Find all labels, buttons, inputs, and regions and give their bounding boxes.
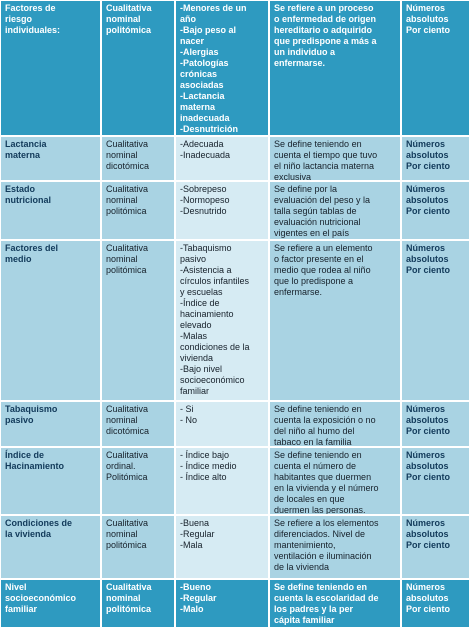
cell-line: el niño lactancia materna (274, 161, 375, 171)
cell-line: -Desnutrido (180, 206, 227, 216)
cell-line: -Menores de un (180, 3, 247, 13)
cell-line: familiar (5, 604, 38, 614)
cell-line: pasivo (5, 415, 34, 425)
variable-cell (1, 580, 100, 627)
cell-line: nominal (106, 529, 138, 539)
cell-line: -Asistencia a (180, 265, 232, 275)
cell-line: cuenta la escolaridad de (274, 593, 379, 603)
cell-line: y escuelas (180, 287, 223, 297)
cell-line: -Desnutrición (180, 124, 239, 134)
cell-line: absolutos (406, 415, 449, 425)
cell-line: inadecuada (180, 113, 230, 123)
cell-line: dicotómica (106, 161, 150, 171)
cell-line: Se refiere a los elementos (274, 518, 379, 528)
cell-line: Cualitativa (106, 450, 149, 460)
cell-line: -Índice de (180, 298, 220, 308)
cell-line: Números (406, 3, 446, 13)
cell-line: medio (5, 254, 32, 264)
cell-line: Factores de (5, 3, 56, 13)
cell-line: materna (5, 150, 41, 160)
cell-line: que predispone a más a (274, 36, 377, 46)
cell-line: Cualitativa (106, 404, 149, 414)
cell-line: evaluación nutricional (274, 217, 361, 227)
cell-line: -Bueno (180, 582, 211, 592)
cell-line: duermen las personas. (274, 505, 366, 514)
cell-line: -Malas (180, 331, 208, 341)
cell-line: Por ciento (406, 265, 451, 275)
cell-line: politómica (106, 25, 152, 35)
cell-line: nominal (106, 195, 138, 205)
cell-line: Cualitativa (106, 184, 149, 194)
cell-line: cuenta el número de (274, 461, 357, 471)
cell-line: - No (180, 415, 198, 425)
cell-line: familiar (180, 386, 210, 396)
cell-line: -Lactancia (180, 91, 225, 101)
cell-line: - Índice bajo (180, 450, 230, 460)
type-cell (102, 402, 174, 446)
cell-line: Hacinamiento (5, 461, 65, 471)
variable-cell (1, 241, 100, 400)
cell-line: habitantes que duermen (274, 472, 372, 482)
description-cell (270, 448, 400, 514)
variable-cell (1, 448, 100, 514)
cell-line: o factor presente en el (274, 254, 364, 264)
cell-line: Por ciento (406, 206, 451, 216)
indicator-cell (402, 580, 469, 627)
cell-line: Por ciento (406, 472, 451, 482)
cell-line: elevado (180, 320, 212, 330)
cell-line: hereditario o adquirido (274, 25, 373, 35)
cell-line: Cualitativa (106, 518, 149, 528)
cell-line: Se define teniendo en (274, 404, 362, 414)
cell-line: vivienda (180, 353, 214, 363)
cell-line: Por ciento (406, 540, 451, 550)
cell-line: Números (406, 518, 446, 528)
cell-line: -Buena (180, 518, 210, 528)
cell-line: año (180, 14, 197, 24)
cell-line: Se define teniendo en (274, 450, 362, 460)
cell-line: vigentes en el país (274, 228, 350, 238)
cell-line: -Patologías (180, 58, 229, 68)
cell-line: ventilación e iluminación (274, 551, 372, 561)
cell-line: Números (406, 450, 446, 460)
cell-line: de la vivienda (274, 562, 330, 572)
cell-line: socioeconómico (180, 375, 245, 385)
indicator-cell (402, 182, 469, 239)
cell-line: cápita familiar (274, 615, 335, 625)
cell-line: cuenta el tiempo que tuvo (274, 150, 378, 160)
cell-line: absolutos (406, 461, 449, 471)
cell-line: Factores del (5, 243, 59, 253)
description-cell (270, 241, 400, 400)
cell-line: Números (406, 139, 446, 149)
cell-line: -Regular (180, 529, 215, 539)
cell-line: absolutos (406, 14, 449, 24)
cell-line: Cualitativa (106, 3, 152, 13)
cell-line: enfermarse. (274, 58, 326, 68)
cell-line: Cualitativa (106, 582, 152, 592)
cell-line: Por ciento (406, 426, 451, 436)
cell-line: socioeconómico (5, 593, 77, 603)
cell-line: absolutos (406, 254, 449, 264)
cell-line: nacer (180, 36, 205, 46)
description-cell (270, 580, 400, 627)
cell-line: -Bajo nivel (180, 364, 223, 374)
cell-line: los padres y la per (274, 604, 354, 614)
description-cell (270, 137, 400, 180)
scale-cell (176, 1, 268, 135)
cell-line: Se refiere a un proceso (274, 3, 374, 13)
cell-line: -Inadecuada (180, 150, 231, 160)
cell-line: talla según tablas de (274, 206, 357, 216)
cell-line: Números (406, 243, 446, 253)
cell-line: diferenciados. Nivel de (274, 529, 366, 539)
description-cell (270, 402, 400, 446)
type-cell (102, 1, 174, 135)
cell-line: asociadas (180, 80, 224, 90)
cell-line: Por ciento (406, 161, 451, 171)
cell-line: nominal (106, 254, 138, 264)
scale-cell (176, 241, 268, 400)
cell-line: dicotómica (106, 426, 150, 436)
cell-line: - Si (180, 404, 194, 414)
cell-line: absolutos (406, 529, 449, 539)
cell-line: Lactancia (5, 139, 47, 149)
indicator-cell (402, 402, 469, 446)
cell-line: nominal (106, 14, 141, 24)
scale-cell (176, 448, 268, 514)
cell-line: Por ciento (406, 25, 451, 35)
description-cell (270, 1, 400, 135)
type-cell (102, 182, 174, 239)
cell-line: Cualitativa (106, 243, 149, 253)
type-cell (102, 448, 174, 514)
cell-line: Estado (5, 184, 36, 194)
description-cell (270, 182, 400, 239)
cell-line: nominal (106, 415, 138, 425)
cell-line: Se define teniendo en (274, 139, 362, 149)
cell-line: la vivienda (5, 529, 52, 539)
cell-line: nominal (106, 150, 138, 160)
type-cell (102, 580, 174, 627)
cell-line: Politómica (106, 472, 148, 482)
cell-line: -Sobrepeso (180, 184, 227, 194)
cell-line: un individuo a (274, 47, 335, 57)
cell-line: de locales en que (274, 494, 345, 504)
cell-line: politómica (106, 206, 147, 216)
cell-line: Números (406, 582, 446, 592)
cell-line: condiciones de la (180, 342, 250, 352)
cell-line: -Alergias (180, 47, 219, 57)
cell-line: absolutos (406, 150, 449, 160)
cell-line: pasivo (180, 254, 207, 264)
cell-line: círculos infantiles (180, 276, 250, 286)
cell-line: Índice de (5, 450, 45, 460)
scale-cell (176, 182, 268, 239)
cell-line: materna (180, 102, 216, 112)
cell-line: del niño al humo del (274, 426, 355, 436)
variable-cell (1, 402, 100, 446)
cell-line: tabaco en la familia (274, 437, 352, 446)
cell-line: Se define por la (274, 184, 338, 194)
cell-line: nominal (106, 593, 141, 603)
cell-line: hacinamiento (180, 309, 234, 319)
cell-line: individuales: (5, 25, 61, 35)
cell-line: enfermarse. (274, 287, 323, 297)
variable-cell (1, 137, 100, 180)
cell-line: - Índice medio (180, 461, 237, 471)
cell-line: -Tabaquismo (180, 243, 232, 253)
type-cell (102, 241, 174, 400)
cell-line: en la vivienda y el número (274, 483, 379, 493)
cell-line: politómica (106, 540, 147, 550)
cell-line: evaluación del peso y la (274, 195, 371, 205)
cell-line: Condiciones de (5, 518, 73, 528)
cell-line: Se refiere a un elemento (274, 243, 373, 253)
cell-line: -Bajo peso al (180, 25, 237, 35)
scale-cell (176, 580, 268, 627)
type-cell (102, 137, 174, 180)
cell-line: medio que rodea al niño (274, 265, 371, 275)
cell-line: Por ciento (406, 604, 451, 614)
cell-line: -Normopeso (180, 195, 230, 205)
cell-line: Cualitativa (106, 139, 149, 149)
indicator-cell (402, 516, 469, 578)
cell-line: cuenta la exposición o no (274, 415, 376, 425)
cell-line: politómica (106, 604, 152, 614)
cell-line: exclusiva (274, 172, 312, 180)
cell-line: Tabaquismo (5, 404, 58, 414)
cell-line: Números (406, 184, 446, 194)
cell-line: politómica (106, 265, 147, 275)
cell-line: riesgo (5, 14, 33, 24)
indicator-cell (402, 137, 469, 180)
scale-cell (176, 137, 268, 180)
indicator-cell (402, 241, 469, 400)
scale-cell (176, 516, 268, 578)
indicator-cell (402, 448, 469, 514)
variable-cell (1, 1, 100, 135)
cell-line: - Índice alto (180, 472, 227, 482)
cell-line: absolutos (406, 593, 449, 603)
cell-line: -Regular (180, 593, 217, 603)
cell-line: Nivel (5, 582, 27, 592)
cell-line: nutricional (5, 195, 52, 205)
cell-line: Números (406, 404, 446, 414)
cell-line: crónicas (180, 69, 218, 79)
cell-line: -Adecuada (180, 139, 224, 149)
cell-line: -Mala (180, 540, 203, 550)
type-cell (102, 516, 174, 578)
cell-line: absolutos (406, 195, 449, 205)
cell-line: ordinal. (106, 461, 136, 471)
cell-line: Se define teniendo en (274, 582, 368, 592)
cell-line: que lo predispone a (274, 276, 354, 286)
indicator-cell (402, 1, 469, 135)
cell-line: o enfermedad de origen (274, 14, 377, 24)
description-cell (270, 516, 400, 578)
cell-line: -Malo (180, 604, 204, 614)
cell-line: mantenimiento, (274, 540, 336, 550)
scale-cell (176, 402, 268, 446)
variable-cell (1, 516, 100, 578)
variable-cell (1, 182, 100, 239)
